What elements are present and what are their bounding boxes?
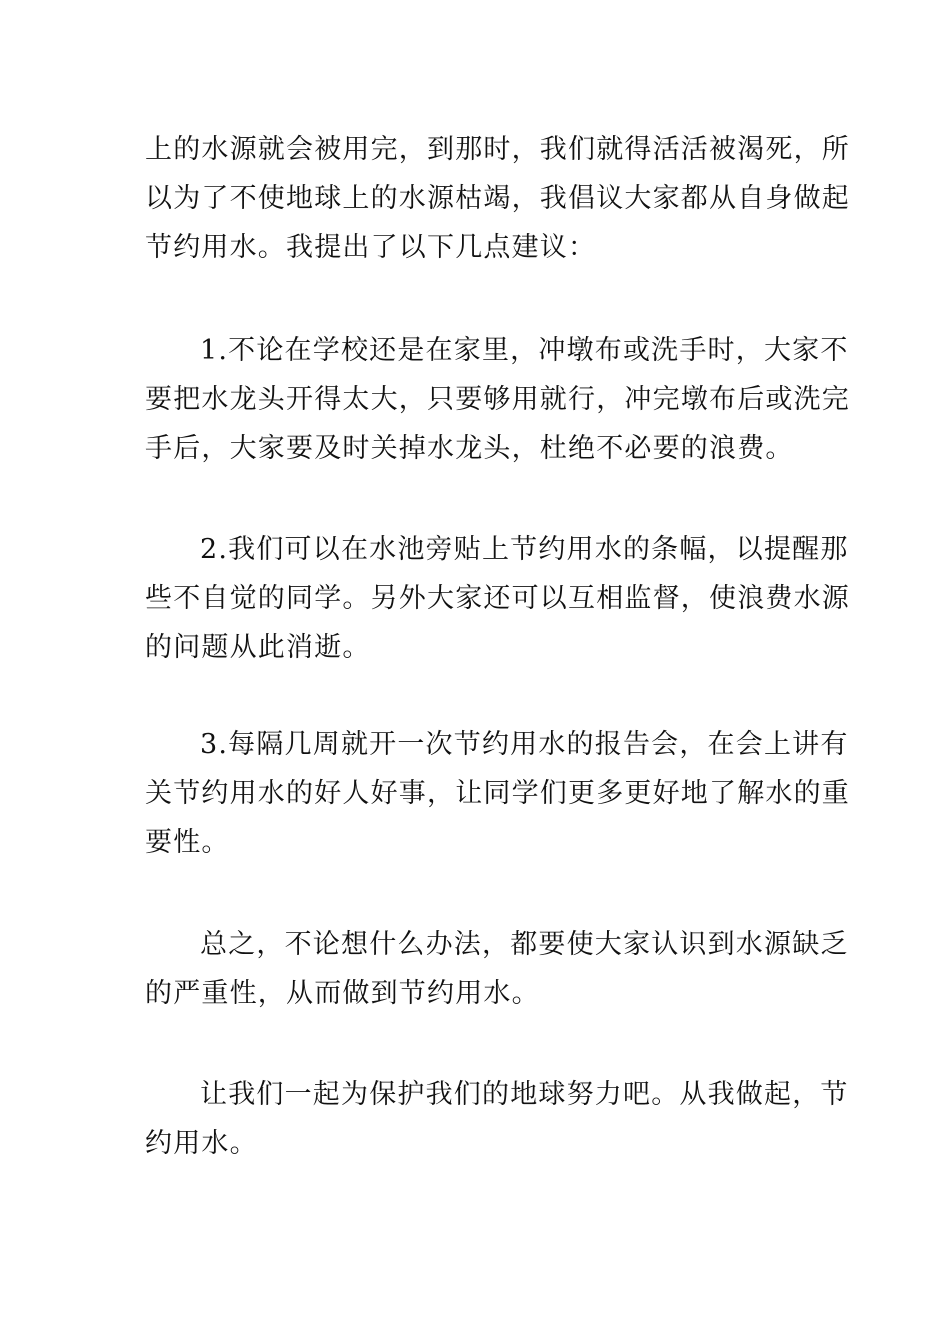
paragraph-summary	[145, 920, 849, 1018]
text-line: 约用水。	[145, 1128, 258, 1159]
text-line: 2.我们可以在水池旁贴上节约用水的条幅，以提醒那	[200, 534, 849, 565]
paragraph-intro-continued	[145, 125, 850, 272]
paragraph-suggestion-2	[145, 525, 850, 672]
text-line: 上的水源就会被用完，到那时，我们就得活活被渴死，所	[145, 134, 850, 165]
text-line: 些不自觉的同学。另外大家还可以互相监督，使浪费水源	[145, 583, 850, 614]
text-line: 手后，大家要及时关掉水龙头，杜绝不必要的浪费。	[145, 433, 794, 464]
text-line: 让我们一起为保护我们的地球努力吧。从我做起，节	[200, 1079, 849, 1110]
paragraph-closing	[145, 1070, 849, 1168]
paragraph-suggestion-3	[145, 720, 850, 867]
text-line: 的问题从此消逝。	[145, 632, 371, 663]
paragraph-suggestion-1	[145, 326, 850, 473]
text-line: 3.每隔几周就开一次节约用水的报告会，在会上讲有	[200, 729, 849, 760]
text-line: 1.不论在学校还是在家里，冲墩布或洗手时，大家不	[200, 335, 849, 366]
text-line: 关节约用水的好人好事，让同学们更多更好地了解水的重	[145, 778, 850, 809]
text-line: 的严重性，从而做到节约用水。	[145, 978, 540, 1009]
text-line: 总之，不论想什么办法，都要使大家认识到水源缺乏	[200, 929, 849, 960]
text-line: 要把水龙头开得太大，只要够用就行，冲完墩布后或洗完	[145, 384, 850, 415]
text-line: 以为了不使地球上的水源枯竭，我倡议大家都从自身做起	[145, 183, 850, 214]
text-line: 节约用水。我提出了以下几点建议：	[145, 232, 597, 263]
text-line: 要性。	[145, 827, 230, 858]
